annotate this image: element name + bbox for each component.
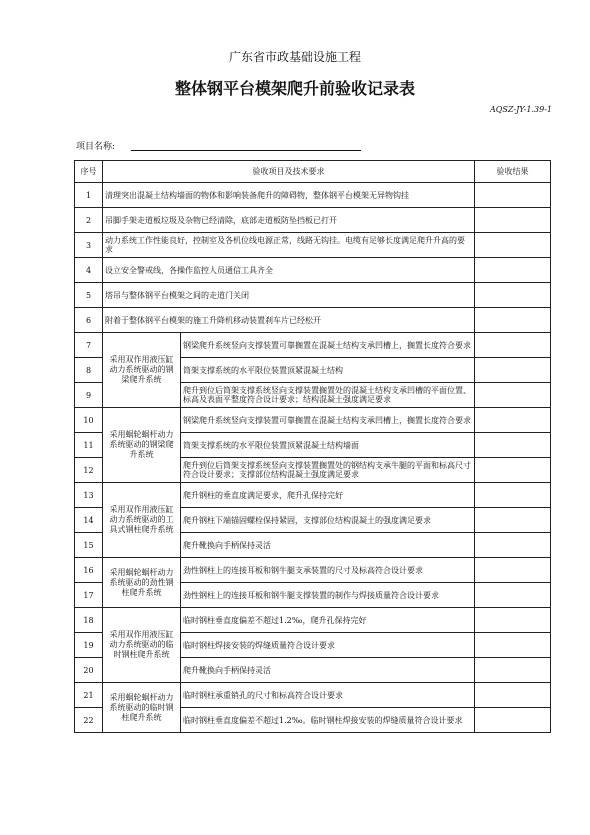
table-row bbox=[75, 333, 551, 358]
table-row bbox=[75, 483, 551, 508]
row-number: 11 bbox=[75, 433, 103, 458]
row-requirement: 塔吊与整体钢平台模架之间的走道门关闭 bbox=[103, 283, 475, 308]
row-requirement: 爬升钢柱下端锚固螺栓保持紧固，支撑部位结构混凝土的强度满足要求 bbox=[181, 508, 475, 533]
table-header-row bbox=[75, 161, 551, 183]
row-requirement: 设立安全警戒线，各操作监控人员通信工具齐全 bbox=[103, 258, 475, 283]
row-group: 采用蜗轮蜗杆动力系统驱动的临时钢柱爬升系统 bbox=[103, 683, 181, 733]
row-number: 12 bbox=[75, 458, 103, 483]
row-result[interactable] bbox=[475, 708, 551, 733]
row-group: 采用蜗轮蜗杆动力系统驱动的劲性钢柱爬升系统 bbox=[103, 558, 181, 608]
organization-title: 广东省市政基础设施工程 bbox=[228, 50, 361, 64]
row-number: 18 bbox=[75, 608, 103, 633]
row-requirement: 动力系统工作性能良好，控制室及各机位线电源正常，线路无钩挂。电缆有足够长度满足爬升升高的要求 bbox=[103, 233, 475, 258]
row-number: 8 bbox=[75, 358, 103, 383]
row-requirement: 爬升到位后筒架支撑系统竖向支撑装置搁置处的钢结构支承牛腿的平面和标高尺寸符合设计要求；支撑部位结构混凝土强度满足要求 bbox=[181, 458, 475, 483]
table-row bbox=[75, 408, 551, 433]
row-number: 15 bbox=[75, 533, 103, 558]
row-result[interactable] bbox=[475, 408, 551, 433]
row-result[interactable] bbox=[475, 508, 551, 533]
row-result[interactable] bbox=[475, 583, 551, 608]
row-result[interactable] bbox=[475, 233, 551, 258]
row-result[interactable] bbox=[475, 333, 551, 358]
row-requirement: 劲性钢柱上的连接耳板和钢牛腿支承装置的尺寸及标高符合设计要求 bbox=[181, 558, 475, 583]
row-result[interactable] bbox=[475, 208, 551, 233]
row-requirement: 临时钢柱焊接安装的焊缝质量符合设计要求 bbox=[181, 633, 475, 658]
row-number: 16 bbox=[75, 558, 103, 583]
row-requirement: 劲性钢柱上的连接耳板和钢牛腿支撑装置的制作与焊接质量符合设计要求 bbox=[181, 583, 475, 608]
row-number: 13 bbox=[75, 483, 103, 508]
row-number: 10 bbox=[75, 408, 103, 433]
row-result[interactable] bbox=[475, 558, 551, 583]
row-requirement: 临时钢柱承重销孔的尺寸和标高符合设计要求 bbox=[181, 683, 475, 708]
row-requirement: 钢梁爬升系统竖向支撑装置可靠搁置在混凝土结构支承凹槽上，搁置长度符合要求 bbox=[181, 408, 475, 433]
row-result[interactable] bbox=[475, 258, 551, 283]
row-group: 采用双作用液压缸动力系统驱动的临时钢柱爬升系统 bbox=[103, 608, 181, 683]
row-number: 2 bbox=[75, 208, 103, 233]
header-result: 验收结果 bbox=[475, 161, 551, 183]
header-item: 验收项目及技术要求 bbox=[103, 161, 475, 183]
row-requirement: 爬升靴换向手柄保持灵活 bbox=[181, 658, 475, 683]
row-number: 22 bbox=[75, 708, 103, 733]
form-title: 整体钢平台模架爬升前验收记录表 bbox=[174, 79, 415, 98]
table-row bbox=[75, 183, 551, 208]
table-row bbox=[75, 258, 551, 283]
row-number: 7 bbox=[75, 333, 103, 358]
row-requirement: 清理突出混凝土结构墙面的物体和影响装备爬升的障碍物，整体钢平台模架无异物钩挂 bbox=[103, 183, 475, 208]
row-result[interactable] bbox=[475, 483, 551, 508]
row-number: 20 bbox=[75, 658, 103, 683]
row-requirement: 临时钢柱垂直度偏差不超过1.2‰，爬升孔保持完好 bbox=[181, 608, 475, 633]
table-row bbox=[75, 683, 551, 708]
row-number: 3 bbox=[75, 233, 103, 258]
project-name-label: 项目名称: bbox=[76, 142, 116, 152]
row-number: 4 bbox=[75, 258, 103, 283]
row-number: 14 bbox=[75, 508, 103, 533]
row-result[interactable] bbox=[475, 608, 551, 633]
row-number: 1 bbox=[75, 183, 103, 208]
row-result[interactable] bbox=[475, 308, 551, 333]
row-result[interactable] bbox=[475, 658, 551, 683]
project-name-field[interactable] bbox=[131, 150, 361, 151]
row-requirement: 钢梁爬升系统竖向支撑装置可靠搁置在混凝土结构支承凹槽上，搁置长度符合要求 bbox=[181, 333, 475, 358]
row-group: 采用蜗轮蜗杆动力系统驱动的钢梁爬升系统 bbox=[103, 408, 181, 483]
row-result[interactable] bbox=[475, 458, 551, 483]
row-result[interactable] bbox=[475, 358, 551, 383]
row-result[interactable] bbox=[475, 683, 551, 708]
row-requirement: 筒架支撑系统的水平限位装置顶紧混凝土结构 bbox=[181, 358, 475, 383]
table-row bbox=[75, 308, 551, 333]
header-no: 序号 bbox=[75, 161, 103, 183]
row-requirement: 爬升钢柱的垂直度满足要求，爬升孔保持完好 bbox=[181, 483, 475, 508]
row-result[interactable] bbox=[475, 283, 551, 308]
row-requirement: 吊脚手架走道板垃圾及杂物已经清除，底部走道板防坠挡板已打开 bbox=[103, 208, 475, 233]
row-number: 9 bbox=[75, 383, 103, 408]
row-requirement: 临时钢柱垂直度偏差不超过1.2‰。临时钢柱焊接安装的焊缝质量符合设计要求 bbox=[181, 708, 475, 733]
row-result[interactable] bbox=[475, 183, 551, 208]
row-requirement: 筒架支撑系统的水平限位装置顶紧混凝土结构墙面 bbox=[181, 433, 475, 458]
row-number: 17 bbox=[75, 583, 103, 608]
row-result[interactable] bbox=[475, 383, 551, 408]
row-requirement: 附着于整体钢平台模架的施工升降机移动装置刹车片已经松开 bbox=[103, 308, 475, 333]
row-number: 19 bbox=[75, 633, 103, 658]
table-row bbox=[75, 283, 551, 308]
row-result[interactable] bbox=[475, 433, 551, 458]
form-code: AQSZ-JY-1.39-1 bbox=[490, 105, 552, 114]
table-row bbox=[75, 558, 551, 583]
row-number: 5 bbox=[75, 283, 103, 308]
row-requirement: 爬升靴换向手柄保持灵活 bbox=[181, 533, 475, 558]
row-number: 21 bbox=[75, 683, 103, 708]
row-result[interactable] bbox=[475, 633, 551, 658]
row-requirement: 爬升到位后筒架支撑系统竖向支撑装置搁置处的混凝土结构支承凹槽的平面位置、标高及表面平整度符合设计要求；结构混凝土强度满足要求 bbox=[181, 383, 475, 408]
row-number: 6 bbox=[75, 308, 103, 333]
table-row bbox=[75, 233, 551, 258]
row-group: 采用双作用液压缸动力系统驱动的钢梁爬升系统 bbox=[103, 333, 181, 408]
row-result[interactable] bbox=[475, 533, 551, 558]
acceptance-table bbox=[74, 160, 551, 733]
table-row bbox=[75, 208, 551, 233]
row-group: 采用双作用液压缸动力系统驱动的工具式钢柱爬升系统 bbox=[103, 483, 181, 558]
table-row bbox=[75, 608, 551, 633]
